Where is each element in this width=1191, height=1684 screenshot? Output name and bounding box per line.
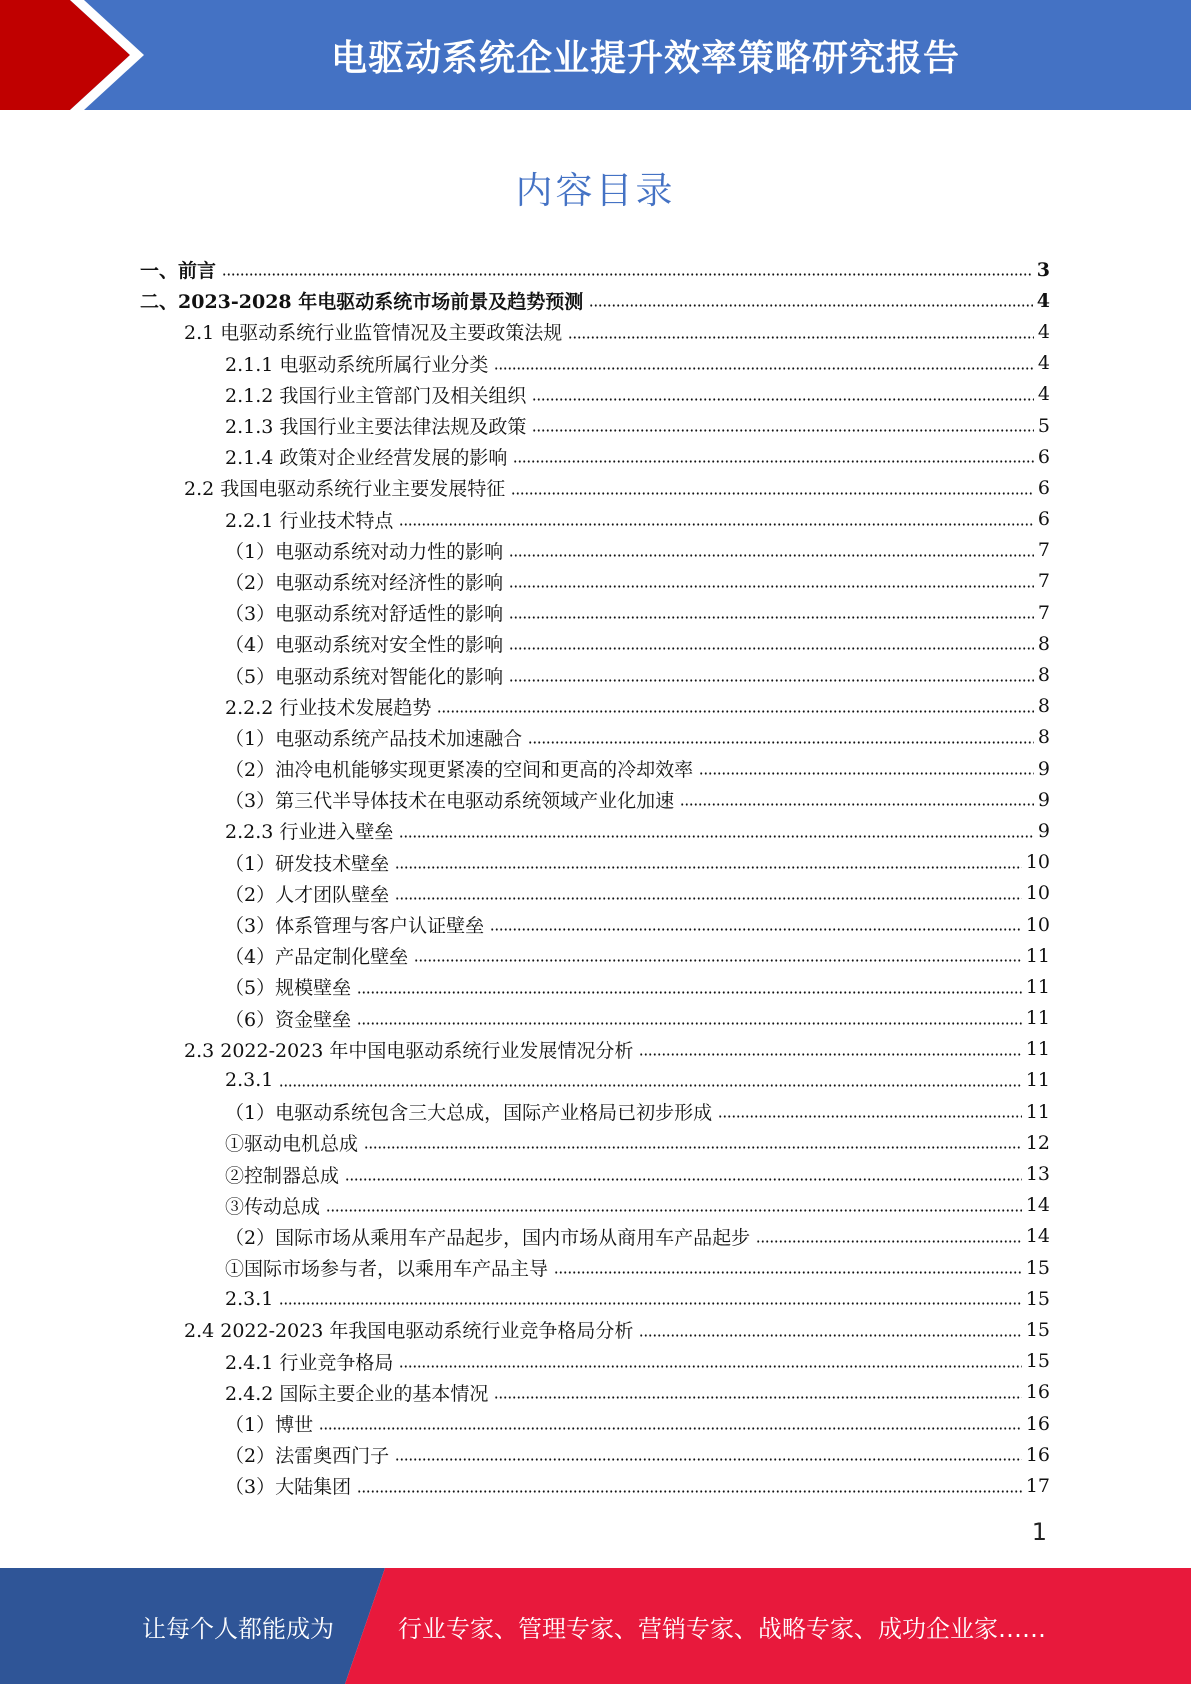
toc-entry[interactable] (140, 753, 1050, 784)
toc-entry[interactable] (140, 410, 1050, 441)
toc-entry[interactable] (140, 254, 1050, 285)
toc-dot-leader (718, 1115, 1022, 1118)
toc-entry[interactable] (140, 285, 1050, 316)
toc-dot-leader (357, 1490, 1022, 1493)
toc-dot-leader (568, 336, 1034, 339)
toc-entry-label: （6）资金壁垒 (225, 1008, 352, 1031)
toc-dot-leader (532, 429, 1034, 432)
toc-entry-page: 11 (1025, 1069, 1050, 1092)
toc-heading: 内容目录 (515, 169, 676, 212)
toc-dot-leader (345, 1178, 1022, 1181)
toc-entry-label: （5）规模壁垒 (225, 977, 352, 1000)
toc-dot-leader (554, 1271, 1022, 1274)
toc-dot-leader (639, 1053, 1021, 1056)
toc-entry[interactable] (140, 659, 1050, 690)
toc-dot-leader (357, 991, 1022, 994)
toc-dot-leader (279, 1084, 1021, 1087)
toc-entry-page: 13 (1025, 1163, 1050, 1186)
toc-entry-page: 14 (1025, 1225, 1050, 1248)
toc-entry-page: 15 (1025, 1350, 1050, 1373)
toc-entry-label: 2.3.1 (225, 1069, 274, 1092)
toc-entry-label: （2）油冷电机能够实现更紧凑的空间和更高的冷却效率 (225, 759, 694, 782)
toc-entry-page: 8 (1037, 726, 1050, 749)
toc-entry[interactable] (140, 628, 1050, 659)
toc-dot-leader (279, 1302, 1021, 1305)
toc-entry-label: 2.1.1 电驱动系统所属行业分类 (225, 353, 489, 376)
toc-entry[interactable] (140, 1190, 1050, 1221)
toc-entry[interactable] (140, 1283, 1050, 1314)
toc-entry-page: 4 (1037, 383, 1050, 406)
page-number: 1 (1031, 1518, 1047, 1546)
toc-dot-leader (357, 1022, 1022, 1025)
toc-entry-label: （3）电驱动系统对舒适性的影响 (225, 603, 504, 626)
toc-entry[interactable] (140, 566, 1050, 597)
toc-entry-page: 16 (1025, 1381, 1050, 1404)
report-title: 电驱动系统企业提升效率策略研究报告 (330, 37, 960, 79)
toc-entry-label: 2.1 电驱动系统行业监管情况及主要政策法规 (184, 322, 563, 345)
toc-entry-page: 7 (1037, 539, 1050, 562)
footer-slogan-left: 让每个人都能成为 (142, 1614, 334, 1643)
toc-entry-page: 11 (1025, 1007, 1050, 1030)
toc-dot-leader (364, 1146, 1022, 1149)
toc-entry-label: 2.2.1 行业技术特点 (225, 509, 394, 532)
toc-entry-label: （3）第三代半导体技术在电驱动系统领域产业化加速 (225, 790, 675, 813)
toc-entry-label: ②控制器总成 (225, 1164, 340, 1187)
toc-entry-label: 一、前言 (140, 260, 217, 283)
toc-dot-leader (395, 897, 1022, 900)
toc-entry-label: 2.4.1 行业竞争格局 (225, 1351, 394, 1374)
toc-entry-page: 14 (1025, 1194, 1050, 1217)
footer-slogan-right: 行业专家、管理专家、营销专家、战略专家、成功企业家…… (398, 1614, 1046, 1643)
toc-dot-leader (509, 679, 1034, 682)
table-of-contents (140, 254, 1050, 1502)
toc-entry[interactable] (140, 472, 1050, 503)
toc-entry-label: 2.2.3 行业进入壁垒 (225, 821, 394, 844)
toc-entry-page: 8 (1037, 695, 1050, 718)
toc-entry-label: （1）电驱动系统对动力性的影响 (225, 540, 504, 563)
toc-entry-label: 2.3.1 (225, 1287, 274, 1310)
header-arrow-decoration (0, 0, 160, 110)
toc-dot-leader (589, 304, 1033, 307)
toc-entry[interactable] (140, 878, 1050, 909)
toc-entry-label: （1）研发技术壁垒 (225, 852, 390, 875)
toc-entry-page: 8 (1037, 632, 1050, 655)
toc-dot-leader (680, 803, 1034, 806)
toc-entry[interactable] (140, 1314, 1050, 1345)
toc-entry[interactable] (140, 441, 1050, 472)
toc-entry[interactable] (140, 1034, 1050, 1065)
toc-entry-page: 15 (1025, 1256, 1050, 1279)
toc-dot-leader (319, 1427, 1022, 1430)
toc-dot-leader (222, 273, 1033, 276)
toc-dot-leader (395, 1458, 1022, 1461)
toc-entry-page: 15 (1025, 1287, 1050, 1310)
toc-entry-page: 15 (1025, 1318, 1050, 1341)
toc-dot-leader (399, 835, 1034, 838)
toc-entry-label: （2）国际市场从乘用车产品起步，国内市场从商用车产品起步 (225, 1226, 751, 1249)
toc-entry[interactable] (140, 1221, 1050, 1252)
toc-entry[interactable] (140, 971, 1050, 1002)
toc-entry-label: （3）体系管理与客户认证壁垒 (225, 915, 485, 938)
toc-entry-page: 16 (1025, 1443, 1050, 1466)
toc-entry-label: 2.2.2 行业技术发展趋势 (225, 696, 432, 719)
toc-entry[interactable] (140, 1003, 1050, 1034)
toc-entry-page: 7 (1037, 601, 1050, 624)
toc-entry-page: 11 (1025, 975, 1050, 998)
toc-dot-leader (509, 554, 1034, 557)
toc-entry[interactable] (140, 316, 1050, 347)
toc-entry-page: 11 (1025, 1038, 1050, 1061)
toc-entry[interactable] (140, 815, 1050, 846)
toc-entry[interactable] (140, 1470, 1050, 1501)
toc-entry-label: （4）产品定制化壁垒 (225, 946, 409, 969)
toc-entry-label: 2.1.2 我国行业主管部门及相关组织 (225, 384, 527, 407)
toc-entry-page: 6 (1037, 508, 1050, 531)
toc-entry-label: 2.4.2 国际主要企业的基本情况 (225, 1382, 489, 1405)
toc-dot-leader (532, 398, 1034, 401)
toc-entry-page: 17 (1025, 1474, 1050, 1497)
toc-entry[interactable] (140, 1439, 1050, 1470)
toc-entry[interactable] (140, 1096, 1050, 1127)
toc-entry-label: （1）博世 (225, 1414, 314, 1437)
toc-entry[interactable] (140, 348, 1050, 379)
toc-entry-page: 5 (1037, 414, 1050, 437)
toc-dot-leader (490, 928, 1022, 931)
toc-entry-page: 11 (1025, 944, 1050, 967)
toc-entry[interactable] (140, 1065, 1050, 1096)
toc-dot-leader (437, 710, 1034, 713)
toc-entry[interactable] (140, 379, 1050, 410)
toc-entry[interactable] (140, 722, 1050, 753)
toc-dot-leader (399, 523, 1034, 526)
toc-entry[interactable] (140, 847, 1050, 878)
toc-entry[interactable] (140, 504, 1050, 535)
toc-entry-label: ③传动总成 (225, 1195, 321, 1218)
toc-entry-page: 6 (1037, 476, 1050, 499)
toc-entry-label: 2.1.3 我国行业主要法律法规及政策 (225, 416, 527, 439)
toc-dot-leader (399, 1365, 1021, 1368)
toc-entry[interactable] (140, 909, 1050, 940)
toc-entry[interactable] (140, 1408, 1050, 1439)
toc-entry-label: 2.2 我国电驱动系统行业主要发展特征 (184, 478, 506, 501)
toc-entry-page: 8 (1037, 664, 1050, 687)
toc-dot-leader (639, 1334, 1021, 1337)
toc-dot-leader (509, 647, 1034, 650)
toc-entry-label: 2.1.4 政策对企业经营发展的影响 (225, 447, 508, 470)
toc-entry-label: （2）法雷奥西门子 (225, 1445, 390, 1468)
toc-entry-page: 11 (1025, 1100, 1050, 1123)
toc-entry-label: ①驱动电机总成 (225, 1133, 359, 1156)
toc-dot-leader (494, 1396, 1021, 1399)
toc-dot-leader (528, 741, 1034, 744)
toc-dot-leader (414, 959, 1022, 962)
toc-entry-label: （3）大陆集团 (225, 1476, 352, 1499)
toc-dot-leader (494, 367, 1034, 370)
toc-entry[interactable] (140, 1346, 1050, 1377)
toc-entry-label: ①国际市场参与者，以乘用车产品主导 (225, 1258, 549, 1281)
toc-entry-label: （5）电驱动系统对智能化的影响 (225, 665, 504, 688)
toc-entry-page: 10 (1025, 913, 1050, 936)
toc-entry-label: 二、2023-2028 年电驱动系统市场前景及趋势预测 (140, 291, 584, 314)
toc-entry[interactable] (140, 1377, 1050, 1408)
toc-entry[interactable] (140, 940, 1050, 971)
toc-entry[interactable] (140, 784, 1050, 815)
toc-entry[interactable] (140, 597, 1050, 628)
toc-entry-page: 6 (1037, 445, 1050, 468)
toc-entry-page: 10 (1025, 882, 1050, 905)
header-banner (0, 0, 1191, 110)
toc-entry-page: 9 (1037, 788, 1050, 811)
toc-entry-page: 12 (1025, 1131, 1050, 1154)
toc-entry-page: 10 (1025, 851, 1050, 874)
toc-entry-page: 7 (1037, 570, 1050, 593)
toc-dot-leader (326, 1209, 1022, 1212)
toc-entry-label: （1）电驱动系统包含三大总成，国际产业格局已初步形成 (225, 1102, 713, 1125)
toc-entry[interactable] (140, 691, 1050, 722)
toc-entry-page: 9 (1037, 819, 1050, 842)
toc-entry-page: 4 (1037, 320, 1050, 343)
toc-entry-page: 4 (1037, 352, 1050, 375)
toc-entry-label: （2）电驱动系统对经济性的影响 (225, 571, 504, 594)
toc-dot-leader (509, 585, 1034, 588)
toc-entry-label: （4）电驱动系统对安全性的影响 (225, 634, 504, 657)
toc-dot-leader (513, 460, 1034, 463)
toc-dot-leader (756, 1240, 1022, 1243)
toc-entry[interactable] (140, 1127, 1050, 1158)
toc-entry[interactable] (140, 1252, 1050, 1283)
toc-entry-label: （2）人才团队壁垒 (225, 883, 390, 906)
toc-dot-leader (509, 616, 1034, 619)
toc-entry[interactable] (140, 1158, 1050, 1189)
toc-dot-leader (395, 866, 1022, 869)
toc-entry-label: 2.4 2022-2023 年我国电驱动系统行业竞争格局分析 (184, 1320, 634, 1343)
toc-entry-page: 16 (1025, 1412, 1050, 1435)
toc-entry-page: 4 (1036, 289, 1050, 312)
toc-entry-label: （1）电驱动系统产品技术加速融合 (225, 727, 523, 750)
footer-banner (0, 1568, 1191, 1684)
toc-entry-page: 9 (1037, 757, 1050, 780)
toc-entry[interactable] (140, 535, 1050, 566)
toc-dot-leader (511, 492, 1034, 495)
toc-entry-page: 3 (1036, 258, 1050, 281)
toc-dot-leader (699, 772, 1034, 775)
toc-entry-label: 2.3 2022-2023 年中国电驱动系统行业发展情况分析 (184, 1039, 634, 1062)
